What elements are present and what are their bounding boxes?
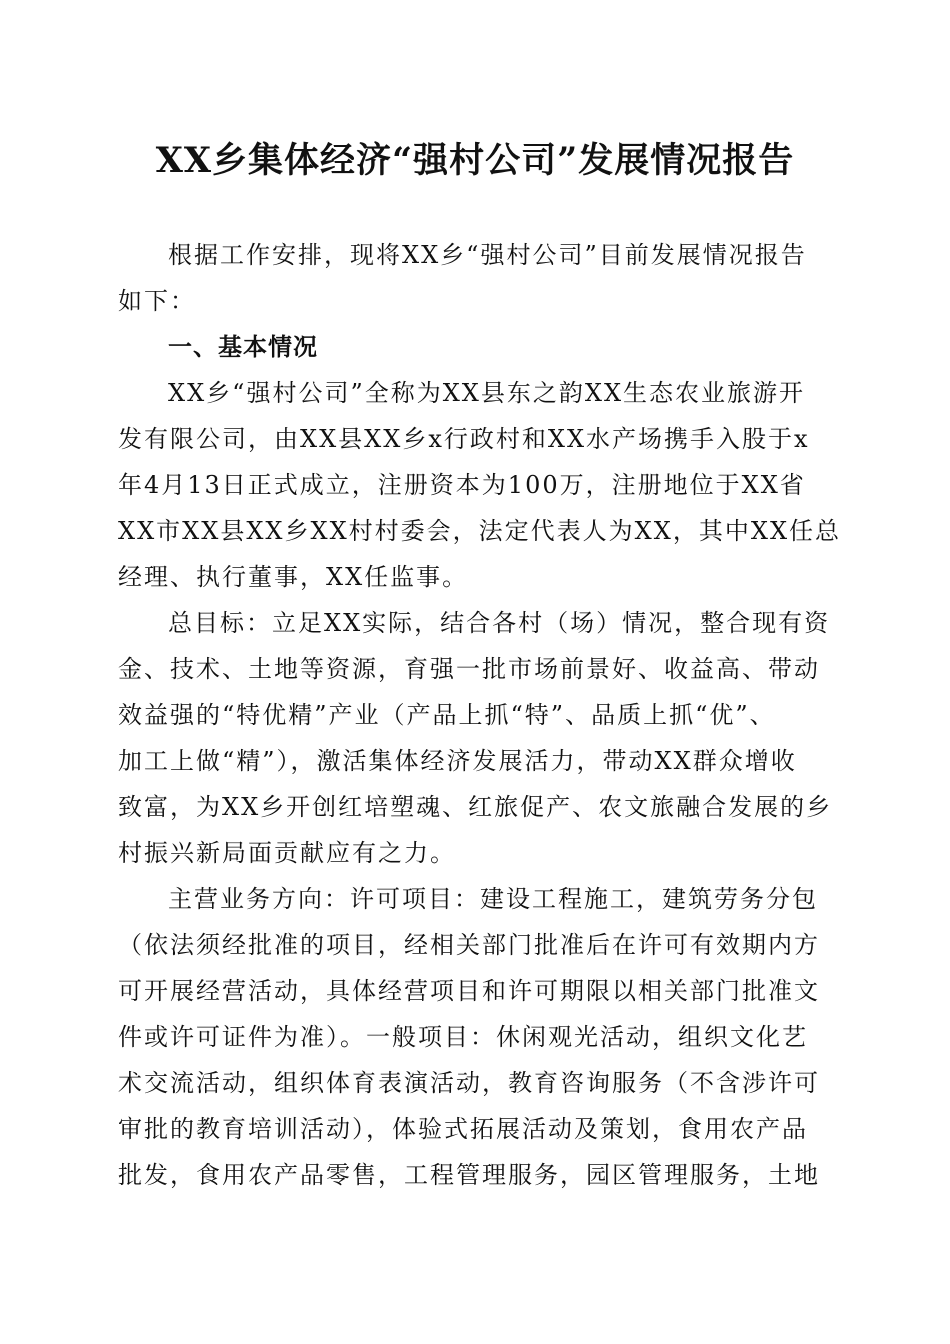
paragraph-goal-line-4: 加工上做“精”），激活集体经济发展活力，带动XX群众增收: [118, 747, 797, 775]
document-title: XX乡集体经济“强村公司”发展情况报告: [155, 140, 795, 181]
paragraph-business-line-7: 批发，食用农产品零售，工程管理服务，园区管理服务，土地: [118, 1161, 820, 1189]
paragraph-business-line-1: 主营业务方向：许可项目：建设工程施工，建筑劳务分包: [168, 885, 818, 913]
paragraph-basic-line-2: 发有限公司，由XX县XX乡x行政村和XX水产场携手入股于x: [118, 425, 810, 453]
paragraph-intro-line-2: 如下：: [118, 287, 196, 315]
paragraph-business-line-5: 术交流活动，组织体育表演活动，教育咨询服务（不含涉许可: [118, 1069, 820, 1097]
paragraph-business-line-4: 件或许可证件为准）。一般项目：休闲观光活动，组织文化艺: [118, 1023, 808, 1051]
paragraph-basic-line-3: 年4月13日正式成立，注册资本为100万，注册地位于XX省: [118, 471, 806, 499]
paragraph-goal-line-5: 致富，为XX乡开创红培塑魂、红旅促产、农文旅融合发展的乡: [118, 793, 833, 821]
paragraph-goal-line-3: 效益强的“特优精”产业（产品上抓“特”、品质上抓“优”、: [118, 701, 776, 729]
paragraph-goal-line-1: 总目标：立足XX实际，结合各村（场）情况，整合现有资: [168, 609, 831, 637]
paragraph-goal-line-2: 金、技术、土地等资源，育强一批市场前景好、收益高、带动: [118, 655, 820, 683]
document-body: [118, 232, 842, 1198]
paragraph-basic-line-5: 经理、执行董事，XX任监事。: [118, 563, 469, 591]
paragraph-basic-line-1: XX乡“强村公司”全称为XX县东之韵XX生态农业旅游开: [168, 379, 806, 407]
section-heading-basic-situation: 一、基本情况: [168, 333, 318, 361]
paragraph-business-line-3: 可开展经营活动，具体经营项目和许可期限以相关部门批准文: [118, 977, 820, 1005]
paragraph-goal-line-6: 村振兴新局面贡献应有之力。: [118, 839, 456, 867]
paragraph-business-line-2: （依法须经批准的项目，经相关部门批准后在许可有效期内方: [118, 931, 820, 959]
paragraph-business-line-6: 审批的教育培训活动），体验式拓展活动及策划，食用农产品: [118, 1115, 808, 1143]
paragraph-intro-line-1: 根据工作安排，现将XX乡“强村公司”目前发展情况报告: [168, 241, 807, 269]
paragraph-basic-line-4: XX市XX县XX乡XX村村委会，法定代表人为XX，其中XX任总: [118, 517, 842, 545]
